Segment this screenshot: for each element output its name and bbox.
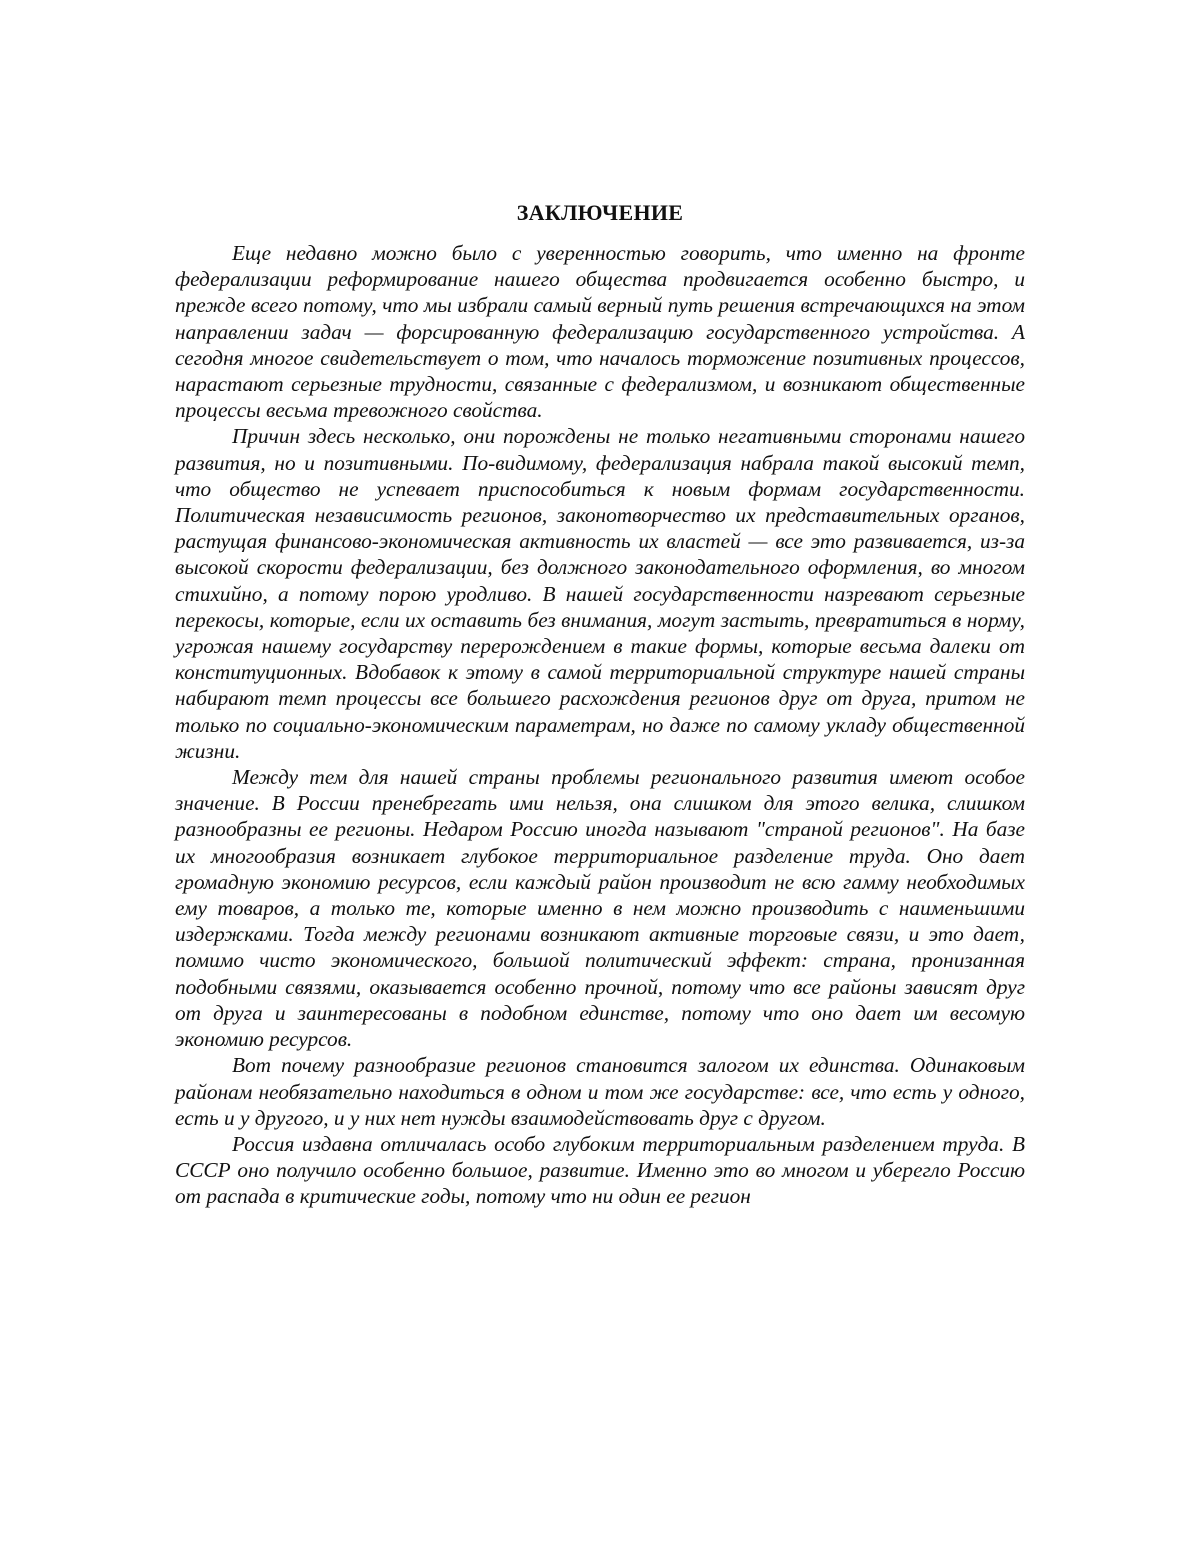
paragraph-3: Между тем для нашей страны проблемы регионального развития имеют особое значение. В России пренебрегать ими нельзя, она слишком для этого велика, слишком разнообразны ее регионы. Недаром Россию иногда называют "страной регионов". На базе их многообразия возникает глубокое территориальное разделение труда. Оно дает громадную экономию ресурсов, если каждый район производит не всю гамму необходимых ему товаров, а только те, которые именно в нем можно производить с наименьшими издержками. Тогда между регионами возникают активные торговые связи, и это дает, помимо чисто экономического, большой политический эффект: страна, пронизанная подобными связями, оказывается особенно прочной, потому что все районы зависят друг от друга и заинтересованы в подобном единстве, потому что оно дает им весомую экономию ресурсов.: [175, 764, 1025, 1052]
paragraph-1: Еще недавно можно было с уверенностью говорить, что именно на фронте федерализации реформирование нашего общества продвигается особенно быстро, и прежде всего потому, что мы избрали самый верный путь решения встречающихся на этом направлении задач — форсированную федерализацию государственного устройства. А сегодня многое свидетельствует о том, что началось торможение позитивных процессов, нарастают серьезные трудности, связанные с федерализмом, и возникают общественные процессы весьма тревожного свойства.: [175, 240, 1025, 423]
paragraph-5: Россия издавна отличалась особо глубоким территориальным разделением труда. В СССР оно получило особенно большое, развитие. Именно это во многом и уберегло Россию от распада в критические годы, потому что ни один ее регион: [175, 1131, 1025, 1210]
paragraph-2: Причин здесь несколько, они порождены не только негативными сторонами нашего развития, но и позитивными. По-видимому, федерализация набрала такой высокий темп, что общество не успевает приспособиться к новым формам государственности. Политическая независимость регионов, законотворчество их представительных органов, растущая финансово-экономическая активность их властей — все это развивается, из-за высокой скорости федерализации, без должного законодательного оформления, во многом стихийно, а потому порою уродливо. В нашей государственности назревают серьезные перекосы, которые, если их оставить без внимания, могут застыть, превратиться в норму, угрожая нашему государству перерождением в такие формы, которые весьма далеки от конституционных. Вдобавок к этому в самой территориальной структуре нашей страны набирают темп процессы все большего расхождения регионов друг от друга, притом не только по социально-экономическим параметрам, но даже по самому укладу общественной жизни.: [175, 423, 1025, 764]
document-title: ЗАКЛЮЧЕНИЕ: [175, 198, 1025, 228]
paragraph-4: Вот почему разнообразие регионов становится залогом их единства. Одинаковым районам необязательно находиться в одном и том же государстве: все, что есть у одного, есть и у другого, и у них нет нужды взаимодействовать друг с другом.: [175, 1052, 1025, 1131]
document-page: [175, 198, 1025, 1210]
